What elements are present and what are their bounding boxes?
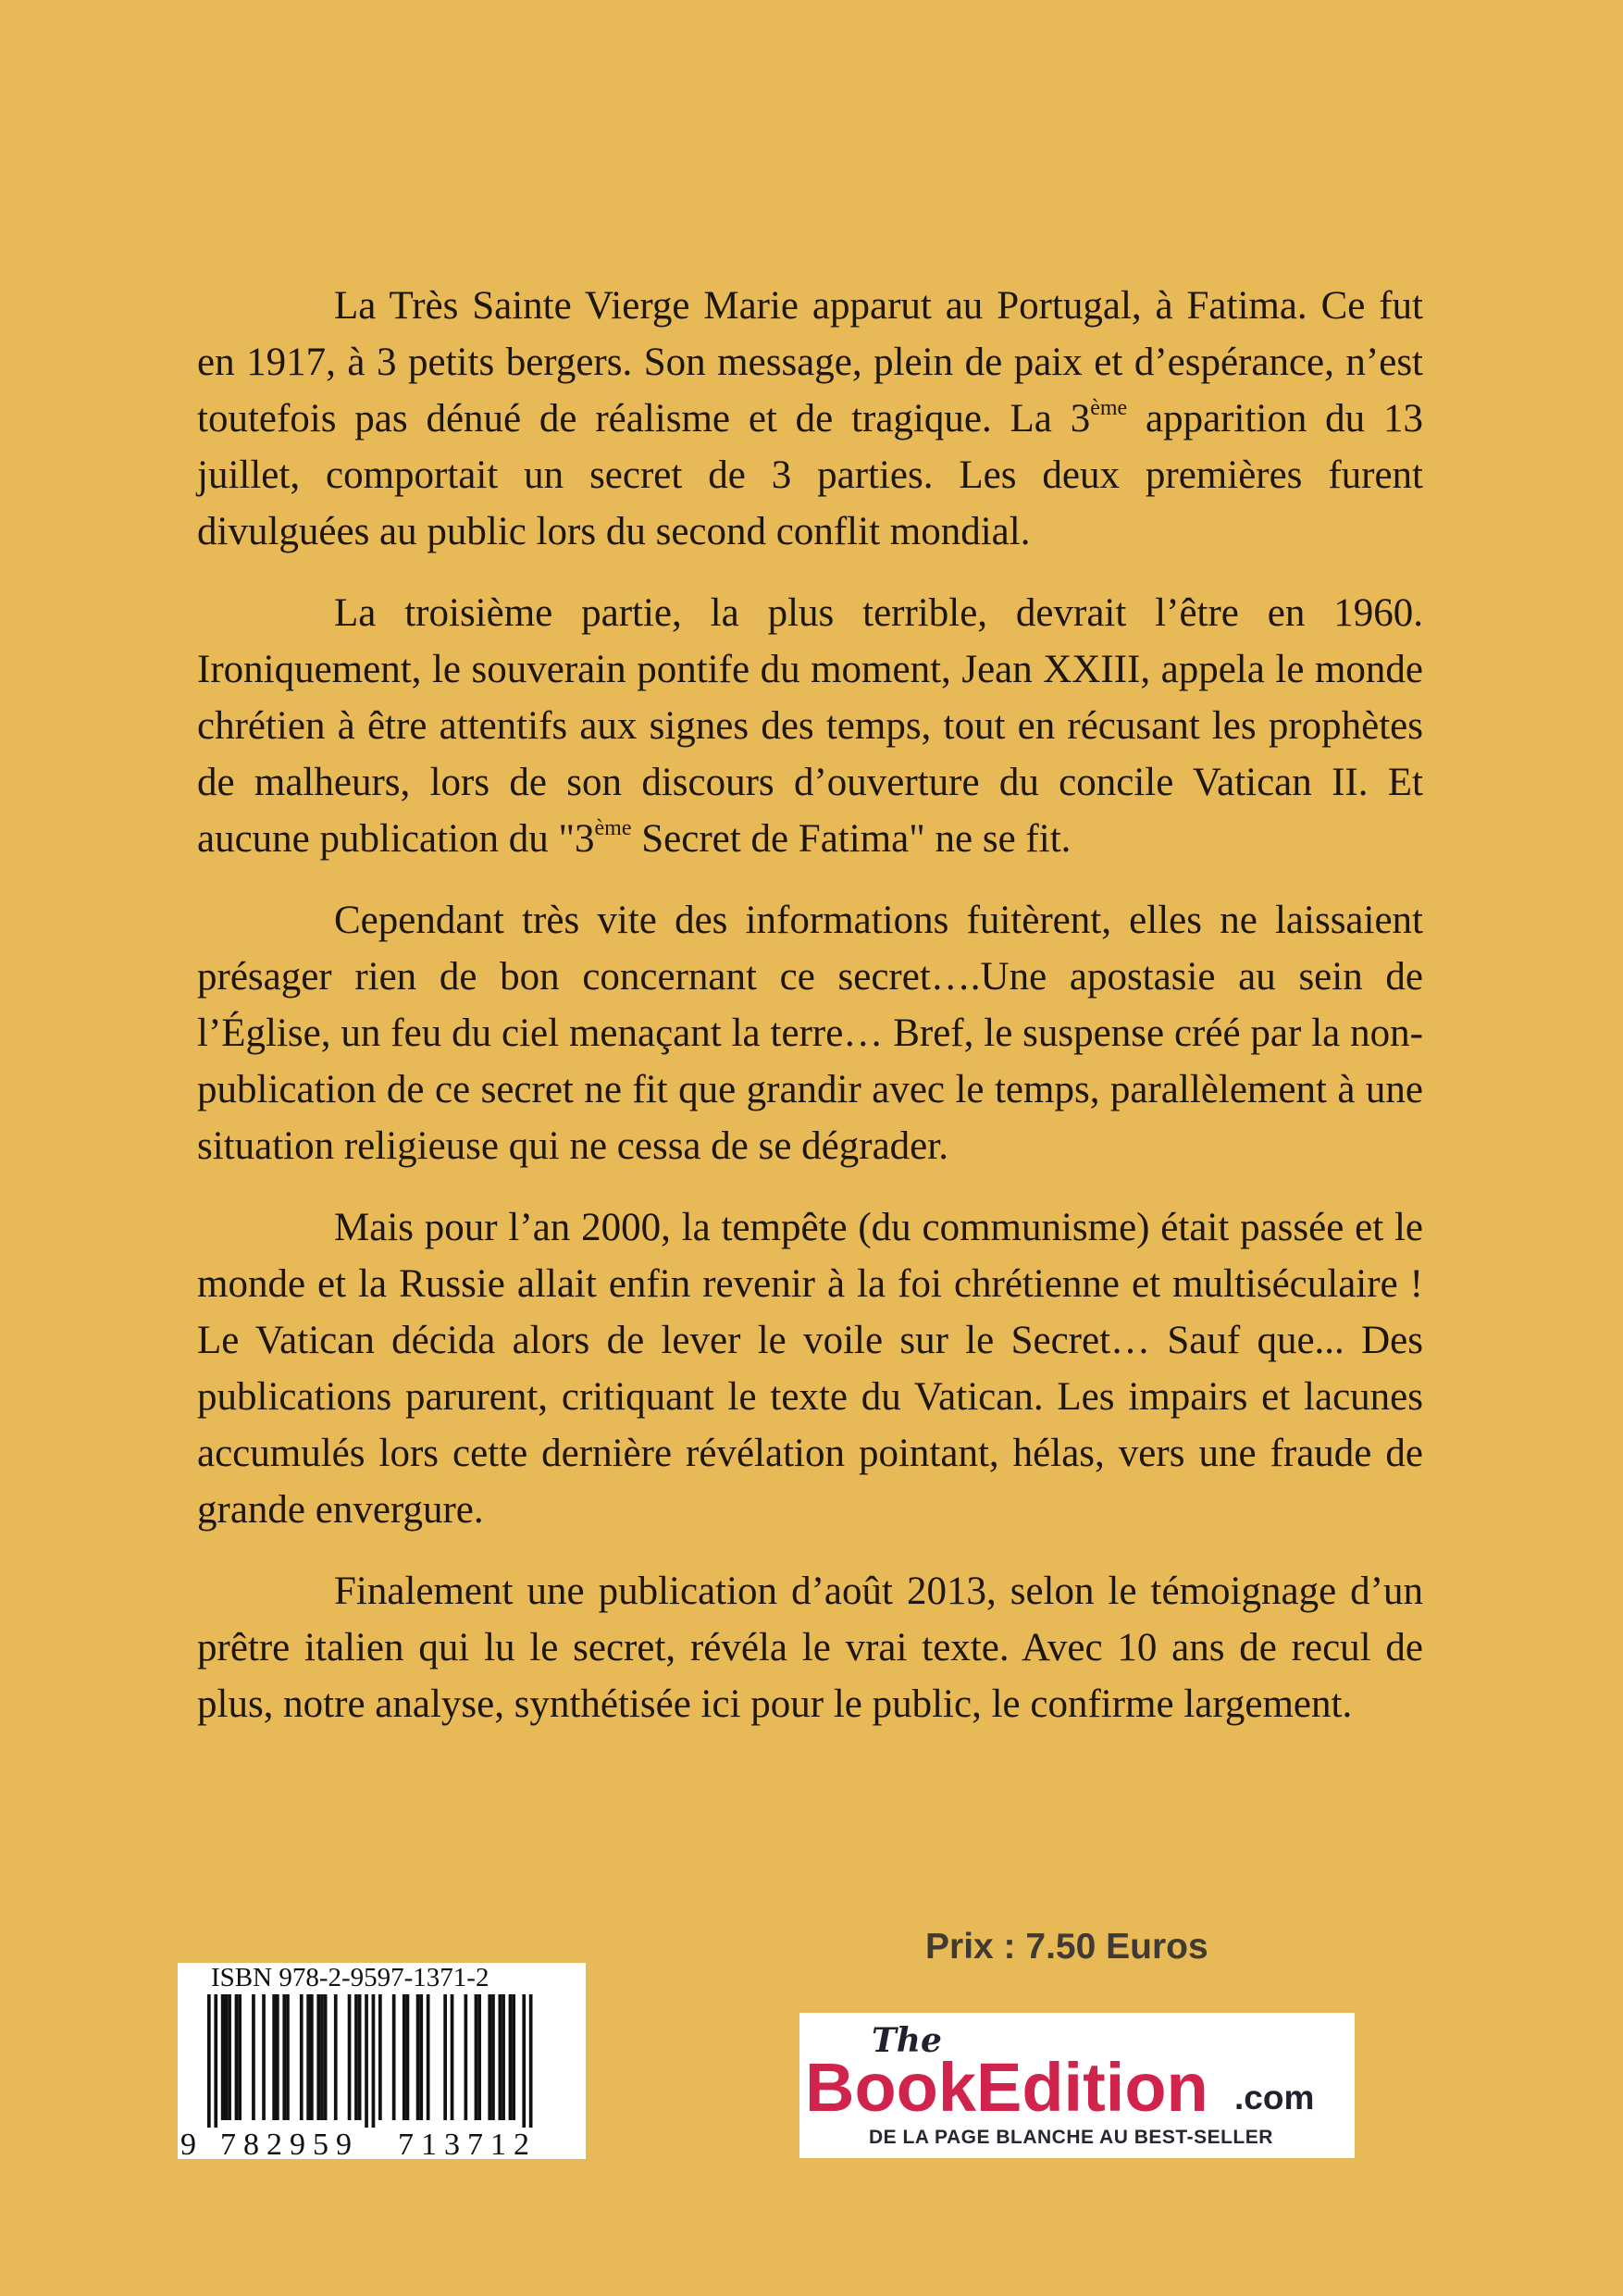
barcode-bar [286,1994,290,2120]
ordinal-suffix: ème [594,815,632,840]
barcode-bar [488,1994,491,2120]
barcode-bar [324,1994,328,2120]
barcode-bar [365,1994,368,2128]
barcode-bar [475,1994,478,2120]
barcode-bar [499,1994,502,2120]
barcode-bar [522,1994,526,2128]
back-cover-blurb [197,278,1423,1757]
barcode-bar [392,1994,396,2120]
logo-name-text: BookEdition [805,2049,1208,2126]
blurb-p2-text-a: La troisième partie, la plus terrible, devrait l’être en 1960. Ironiquement, le souverain pontife du moment, Jean XXIII, appela le monde chrétien à être attentifs aux signes des temps, tout en récusant les prophètes de malheurs, lors de son discours d’ouverture du concile Vatican II. Et aucune publication du "3 [197,591,1423,861]
barcode-bar [235,1994,239,2120]
barcode-bar [252,1994,255,2120]
barcode-bar [334,1994,338,2120]
barcode-bar [221,1994,225,2120]
bookedition-logo [799,2013,1355,2158]
barcode-digits-left: 782959 [220,2128,359,2159]
barcode-digits-right: 713712 [398,2128,537,2159]
barcode-bar [427,1994,430,2120]
ordinal-suffix: ème [1090,395,1128,420]
barcode-bar [416,1994,420,2120]
isbn-barcode [178,1963,586,2159]
barcode-bars [207,1994,533,2128]
blurb-p1-text-a: La Très Sainte Vierge Marie apparut au Portugal, à Fatima. Ce fut en 1917, à 3 petits bergers. Son message, plein de paix et d’espérance, n’est toutefois pas dénué de réalisme et de tragique. La 3 [197,284,1423,441]
barcode-bar [419,1994,423,2120]
barcode-bar [214,1994,217,2128]
barcode-bar [512,1994,515,2120]
barcode-bar [306,1994,310,2120]
price-label: Prix : 7.50 Euros [925,1927,1208,1967]
barcode-bar [502,1994,505,2120]
barcode-bar [477,1994,481,2120]
barcode-bar [378,1994,382,2120]
blurb-paragraph-1 [197,278,1423,560]
barcode-bar [262,1994,266,2120]
blurb-paragraph-3: Cependant très vite des informations fuitèrent, elles ne laissaient présager rien de bon concernant ce secret….Une apostasie au sein de l’Église, un feu du ciel menaçant la terre… Bref, le suspense créé par la non-publication de ce secret ne fit que grandir avec le temps, parallèlement à une situation religieuse qui ne cessa de se dégrader. [197,899,1423,1168]
blurb-paragraph-5: Finalement une publication d’août 2013, selon le témoignage d’un prêtre italien qui lu le secret, révéla le vrai texte. Avec 10 ans de recul de plus, notre analyse, synthétisée ici pour le public, le confirme largement. [197,1570,1423,1726]
barcode-bar [238,1994,242,2120]
barcode-bar [207,1994,211,2128]
barcode-bar [529,1994,533,2128]
barcode-bar [282,1994,286,2120]
barcode-bar [225,1994,229,2120]
barcode-digit-first: 9 [180,2128,196,2159]
blurb-paragraph-4: Mais pour l’an 2000, la tempête (du communisme) était passée et le monde et la Russie allait enfin revenir à la foi chrétienne et multiséculaire ! Le Vatican décida alors de lever le voile sur le Secret… Sauf que... Des publications parurent, critiquant le texte du Vatican. Les impairs et lacunes accumulés lors cette dernière révélation pointant, hélas, vers une fraude de grande envergure. [197,1206,1423,1532]
publisher-logo [799,2013,1355,2158]
barcode-bar [491,1994,495,2120]
logo-the-text: The [872,2021,942,2060]
barcode-bar [451,1994,454,2120]
barcode-bar [354,1994,358,2120]
barcode-bar [465,1994,468,2120]
barcode-bar [443,1994,447,2120]
barcode-bar [509,1994,513,2120]
barcode-bar [228,1994,231,2120]
barcode-bar [316,1994,320,2120]
barcode-bar [403,1994,406,2120]
barcode-bar [358,1994,362,2120]
barcode-bar [372,1994,376,2128]
blurb-paragraph-2 [197,585,1423,867]
barcode-bar [300,1994,304,2120]
logo-suffix-text: .com [1234,2079,1315,2116]
isbn-number: ISBN 978-2-9597-1371-2 [211,1963,489,1992]
blurb-p1-text-b: apparition du 13 juillet, comportait un secret de 3 parties. Les deux premières furent divulguées au public lors du second conflit mondial. [197,397,1423,553]
barcode-bar [348,1994,352,2120]
barcode-bar [272,1994,276,2120]
logo-tagline: DE LA PAGE BLANCHE AU BEST-SELLER [869,2127,1273,2148]
barcode-bar [276,1994,279,2120]
barcode-bar [320,1994,324,2120]
blurb-p2-text-b: Secret de Fatima" ne se fit. [631,817,1072,861]
barcode-bar [310,1994,314,2120]
barcode-bar [406,1994,410,2120]
